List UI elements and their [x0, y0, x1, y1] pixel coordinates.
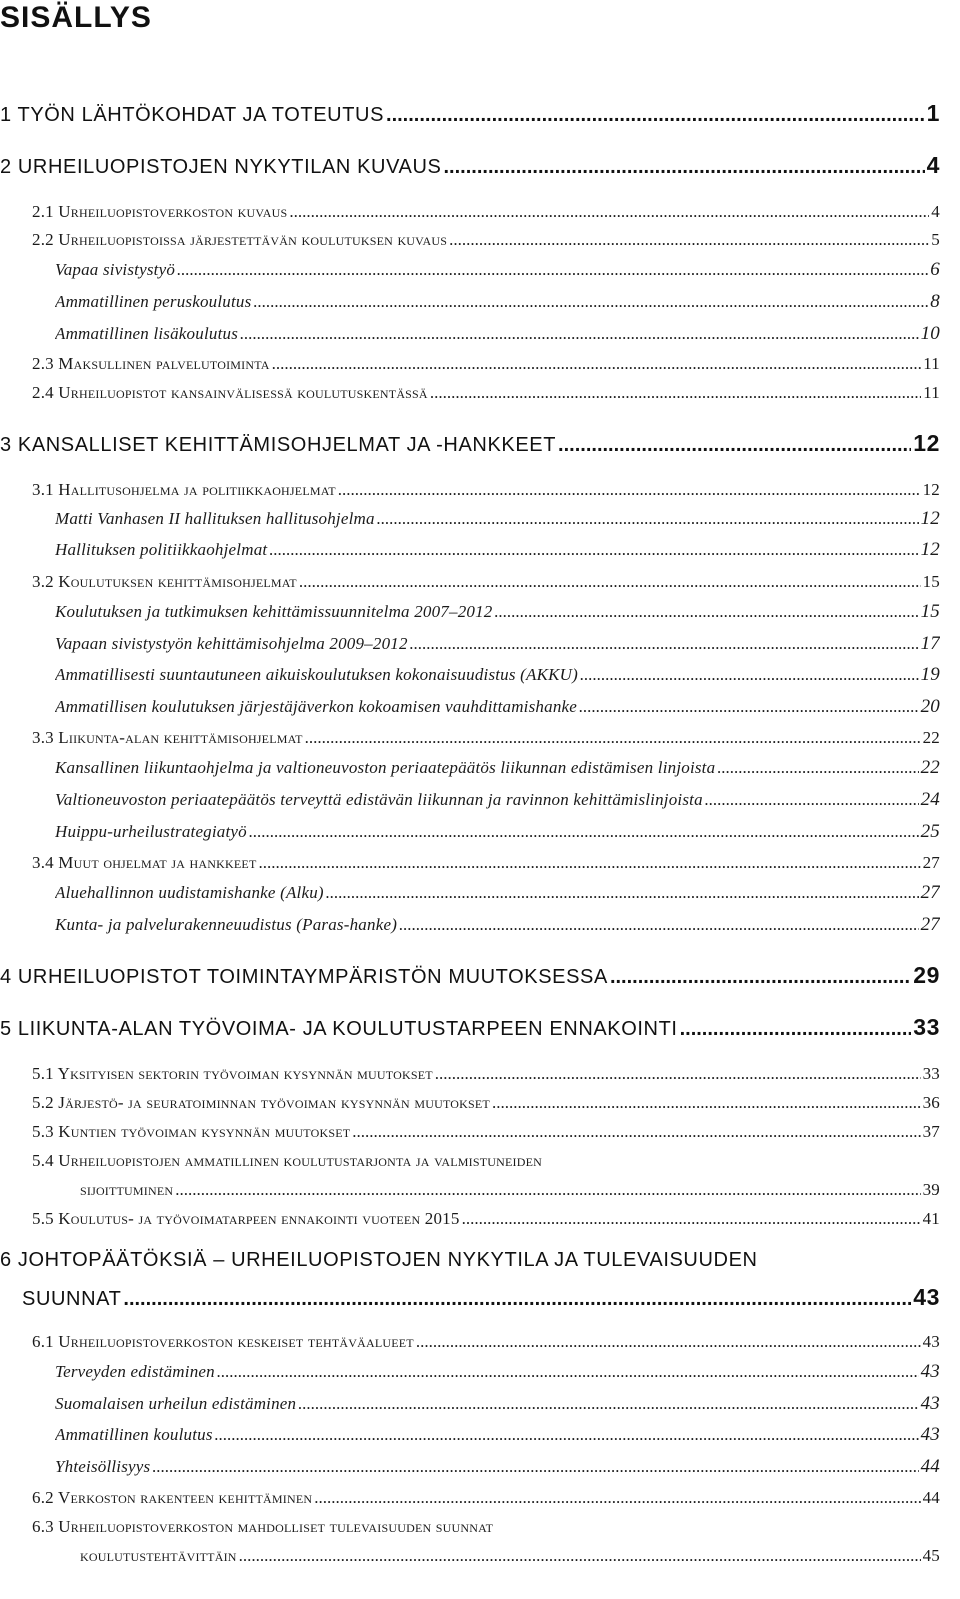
toc-leader-dots	[435, 1064, 921, 1084]
toc-entry-subsection[interactable]	[55, 1424, 940, 1446]
toc-leader-dots	[314, 1488, 920, 1508]
toc-leader-dots	[377, 509, 919, 529]
toc-leader-dots	[258, 853, 920, 873]
toc-leader-dots	[326, 883, 919, 903]
toc-entry-chapter-5[interactable]	[0, 1014, 940, 1041]
toc-entry-label: Aluehallinnon uudistamishanke (Alku)	[55, 883, 324, 902]
toc-entry-label: Koulutuksen ja tutkimuksen kehittämissuunnitelma 2007–2012	[55, 602, 493, 621]
toc-entry-subsection[interactable]	[55, 291, 940, 313]
toc-page-number: 24	[920, 789, 940, 810]
toc-entry-chapter-4[interactable]	[0, 962, 940, 989]
toc-entry-label: Terveyden edistäminen	[55, 1362, 215, 1381]
toc-entry-label: Suomalaisen urheilun edistäminen	[55, 1394, 297, 1413]
toc-entry-section-6-3[interactable]	[80, 1546, 940, 1566]
toc-entry-label: SUUNNAT	[22, 1288, 122, 1310]
toc-leader-dots	[215, 1425, 919, 1445]
toc-entry-label: Valtioneuvoston periaatepäätös terveyttä edistävän liikunnan ja ravinnon kehittämislinjoista	[55, 790, 703, 809]
toc-entry-label: 2.3 Maksullinen palvelutoiminta	[32, 354, 270, 373]
toc-page-number: 27	[920, 882, 940, 903]
toc-entry-subsection[interactable]	[55, 601, 940, 623]
toc-page-number: 22	[920, 757, 940, 778]
toc-page-number: 27	[922, 853, 940, 872]
toc-leader-dots	[253, 292, 928, 312]
toc-entry-label: 2.1 Urheiluopistoverkoston kuvaus	[32, 202, 288, 221]
toc-entry-label: 2.2 Urheiluopistoissa järjestettävän koulutuksen kuvaus	[32, 230, 448, 249]
toc-page-number: 17	[920, 633, 940, 654]
toc-entry-label: 3.2 Koulutuksen kehittämisohjelmat	[32, 572, 297, 591]
toc-entry-label: 5.5 Koulutus- ja työvoimatarpeen ennakointi vuoteen 2015	[32, 1209, 460, 1228]
toc-leader-dots	[680, 1018, 912, 1041]
toc-page-number: 15	[922, 572, 940, 591]
toc-entry-section-5-1[interactable]	[32, 1064, 940, 1084]
toc-leader-dots	[152, 1457, 918, 1477]
toc-entry-label: 5.3 Kuntien työvoiman kysynnän muutokset	[32, 1122, 351, 1141]
toc-entry-subsection[interactable]	[55, 664, 940, 686]
toc-entry-label: 6.1 Urheiluopistoverkoston keskeiset tehtäväalueet	[32, 1332, 414, 1351]
toc-leader-dots	[410, 634, 919, 654]
toc-entry-section-5-2[interactable]	[32, 1093, 940, 1113]
toc-entry-label-line1: 6.3 Urheiluopistoverkoston mahdolliset tulevaisuuden suunnat	[32, 1517, 494, 1536]
toc-page-number: 44	[922, 1488, 940, 1507]
toc-entry-section-2-4[interactable]	[32, 383, 940, 403]
toc-leader-dots	[495, 602, 919, 622]
toc-page-number: 15	[920, 601, 940, 622]
toc-entry-label: 5 LIIKUNTA-ALAN TYÖVOIMA- JA KOULUTUSTARPEEN ENNAKOINTI	[0, 1018, 678, 1040]
toc-entry-section-2-3[interactable]	[32, 354, 940, 374]
toc-entry-label: 2.4 Urheiluopistot kansainvälisessä koulutuskentässä	[32, 383, 428, 402]
toc-entry-subsection[interactable]	[55, 1393, 940, 1415]
toc-leader-dots	[430, 383, 921, 403]
toc-page-number: 19	[920, 664, 940, 685]
toc-entry-chapter-6[interactable]	[22, 1284, 940, 1311]
toc-entry-section-3-1[interactable]	[32, 480, 940, 500]
toc-leader-dots	[249, 822, 919, 842]
toc-entry-label: Vapaan sivistystyön kehittämisohjelma 2009–2012	[55, 634, 408, 653]
toc-entry-subsection[interactable]	[55, 539, 940, 561]
toc-entry-label: 3.4 Muut ohjelmat ja hankkeet	[32, 853, 257, 872]
toc-entry-section-3-2[interactable]	[32, 572, 940, 592]
toc-entry-subsection[interactable]	[55, 914, 940, 936]
toc-entry-label: 5.1 Yksityisen sektorin työvoiman kysynnän muutokset	[32, 1064, 433, 1083]
toc-page-number: 29	[913, 962, 940, 988]
toc-page-number: 43	[913, 1284, 940, 1310]
toc-page-number: 43	[922, 1332, 940, 1351]
toc-leader-dots	[240, 324, 919, 344]
toc-entry-section-2-2[interactable]	[32, 230, 940, 250]
toc-entry-section-5-5[interactable]	[32, 1209, 940, 1229]
toc-leader-dots	[239, 1546, 921, 1566]
toc-leader-dots	[492, 1093, 921, 1113]
toc-leader-dots	[352, 1122, 920, 1142]
toc-entry-label: Kunta- ja palvelurakenneuudistus (Paras-hanke)	[55, 915, 398, 934]
toc-entry-label: Huippu-urheilustrategiatyö	[55, 822, 247, 841]
toc-entry-label: Hallituksen politiikkaohjelmat	[55, 540, 268, 559]
toc-entry-label: 5.2 Järjestö- ja seuratoiminnan työvoiman kysynnän muutokset	[32, 1093, 490, 1112]
toc-entry-label: Ammatillisesti suuntautuneen aikuiskoulutuksen kokonaisuudistus (AKKU)	[55, 665, 579, 684]
toc-entry-section-3-3[interactable]	[32, 728, 940, 748]
toc-entry-label: sijoittuminen	[80, 1180, 174, 1199]
toc-page-number: 4	[931, 202, 940, 221]
toc-page-number: 27	[920, 914, 940, 935]
toc-leader-dots	[443, 156, 924, 179]
toc-leader-dots	[298, 1394, 918, 1414]
toc-entry-section-5-4[interactable]	[80, 1180, 940, 1200]
toc-page-number: 12	[920, 508, 940, 529]
toc-page-number: 6	[930, 259, 940, 280]
toc-entry-subsection[interactable]	[55, 882, 940, 904]
toc-leader-dots	[272, 354, 922, 374]
toc-leader-dots	[416, 1332, 921, 1352]
toc-page-number: 12	[913, 430, 940, 456]
toc-entry-section-2-1[interactable]	[32, 202, 940, 222]
toc-leader-dots	[217, 1362, 919, 1382]
toc-entry-label: 4 URHEILUOPISTOT TOIMINTAYMPÄRISTÖN MUUTOKSESSA	[0, 966, 608, 988]
toc-leader-dots	[717, 758, 918, 778]
toc-leader-dots	[579, 697, 919, 717]
toc-page-number: 11	[923, 383, 940, 402]
toc-entry-label: 2 URHEILUOPISTOJEN NYKYTILAN KUVAUS	[0, 156, 442, 178]
toc-entry-label-line1: 5.4 Urheiluopistojen ammatillinen koulutustarjonta ja valmistuneiden	[32, 1151, 542, 1170]
toc-leader-dots	[289, 202, 929, 222]
toc-entry-subsection[interactable]	[55, 323, 940, 345]
toc-page-number: 11	[923, 354, 940, 373]
page-title: SISÄLLYS	[0, 1, 152, 34]
toc-entry-label: 3 KANSALLISET KEHITTÄMISOHJELMAT JA -HANKKEET	[0, 434, 557, 456]
toc-entry-subsection[interactable]	[55, 1456, 940, 1478]
toc-leader-dots	[177, 260, 928, 280]
toc-entry-label: Ammatillisen koulutuksen järjestäjäverkon kokoamisen vauhdittamishanke	[55, 697, 578, 716]
toc-page-number: 10	[920, 323, 940, 344]
toc-page-number: 1	[926, 100, 940, 126]
toc-leader-dots	[305, 728, 921, 748]
toc-leader-dots	[580, 665, 919, 685]
toc-leader-dots	[610, 966, 911, 989]
toc-page-number: 25	[920, 821, 940, 842]
toc-entry-subsection[interactable]	[55, 821, 940, 843]
toc-page-number: 37	[922, 1122, 940, 1141]
toc-page-number: 12	[920, 539, 940, 560]
toc-entry-chapter-1[interactable]	[0, 100, 940, 127]
toc-entry-subsection[interactable]	[55, 757, 940, 779]
toc-page-number: 20	[920, 696, 940, 717]
toc-entry-subsection[interactable]	[55, 1361, 940, 1383]
toc-page-number: 43	[920, 1361, 940, 1382]
toc-entry-label: 6.2 Verkoston rakenteen kehittäminen	[32, 1488, 313, 1507]
toc-leader-dots	[558, 434, 911, 457]
toc-entry-label: Matti Vanhasen II hallituksen hallitusohjelma	[55, 509, 375, 528]
toc-entry-section-3-4[interactable]	[32, 853, 940, 873]
toc-page-number: 12	[922, 480, 940, 499]
toc-page-number: 5	[931, 230, 940, 249]
toc-page-number: 8	[930, 291, 940, 312]
toc-leader-dots	[449, 230, 929, 250]
toc-entry-section-5-3[interactable]	[32, 1122, 940, 1142]
toc-leader-dots	[269, 540, 918, 560]
toc-page-number: 44	[920, 1456, 940, 1477]
toc-leader-dots	[462, 1209, 921, 1229]
toc-entry-subsection[interactable]	[55, 633, 940, 655]
toc-leader-dots	[399, 915, 919, 935]
toc-entry-label: Ammatillinen peruskoulutus	[55, 292, 252, 311]
toc-entry-chapter-3[interactable]	[0, 430, 940, 457]
toc-entry-chapter-2[interactable]	[0, 152, 940, 179]
toc-leader-dots	[299, 572, 921, 592]
toc-page-number: 36	[922, 1093, 940, 1112]
toc-entry-section-6-2[interactable]	[32, 1488, 940, 1508]
toc-entry-label: Ammatillinen lisäkoulutus	[55, 324, 239, 343]
toc-leader-dots	[386, 104, 925, 127]
toc-entry-subsection[interactable]	[55, 789, 940, 811]
toc-leader-dots	[175, 1180, 920, 1200]
toc-entry-label: 3.3 Liikunta-alan kehittämisohjelmat	[32, 728, 303, 747]
toc-entry-label: Ammatillinen koulutus	[55, 1425, 213, 1444]
toc-entry-section-6-1[interactable]	[32, 1332, 940, 1352]
toc-page-number: 43	[920, 1424, 940, 1445]
toc-page-number: 45	[922, 1546, 940, 1565]
toc-page-number: 33	[913, 1014, 940, 1040]
toc-entry-label: Yhteisöllisyys	[55, 1457, 151, 1476]
toc-entry-label-line1: 6 JOHTOPÄÄTÖKSIÄ – URHEILUOPISTOJEN NYKYTILA JA TULEVAISUUDEN	[0, 1249, 758, 1271]
toc-page-number: 4	[926, 152, 940, 178]
toc-page-number: 33	[922, 1064, 940, 1083]
toc-leader-dots	[705, 790, 919, 810]
toc-entry-label: Vapaa sivistystyö	[55, 260, 176, 279]
toc-page-number: 41	[922, 1209, 940, 1228]
toc-entry-label: Kansallinen liikuntaohjelma ja valtioneuvoston periaatepäätös liikunnan edistämisen linjoista	[55, 758, 716, 777]
toc-entry-label: 3.1 Hallitusohjelma ja politiikkaohjelmat	[32, 480, 336, 499]
toc-page-number: 43	[920, 1393, 940, 1414]
toc-entry-label: koulutustehtävittäin	[80, 1546, 237, 1565]
toc-leader-dots	[338, 480, 921, 500]
toc-entry-subsection[interactable]	[55, 259, 940, 281]
toc-entry-label: 1 TYÖN LÄHTÖKOHDAT JA TOTEUTUS	[0, 104, 385, 126]
toc-entry-subsection[interactable]	[55, 696, 940, 718]
toc-entry-subsection[interactable]	[55, 508, 940, 530]
toc-leader-dots	[123, 1288, 911, 1311]
toc-page-number: 22	[922, 728, 940, 747]
toc-page-number: 39	[922, 1180, 940, 1199]
